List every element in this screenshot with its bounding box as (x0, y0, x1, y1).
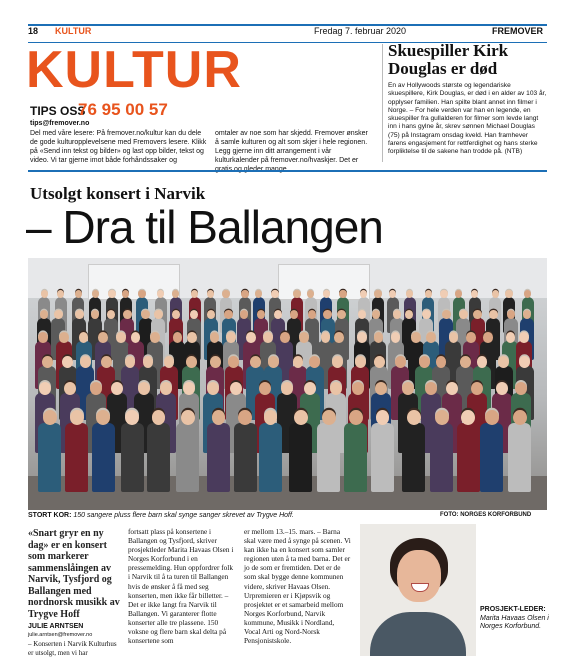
intro-text-col2: omtaler av noe som har skjedd. Fremover ønsker å samle kulturen og alt som skjer i hele regionen. Legg gjerne inn ditt arrangement i vår kulturkalender på fremover.no/hvaskjer. Det er (215, 130, 368, 164)
choir-member-head (460, 356, 471, 368)
page-number: 18 (28, 26, 39, 36)
choir-member-head (210, 332, 220, 343)
choir-member-head (492, 290, 499, 298)
choir-member-head (332, 356, 343, 368)
choir-member-head (92, 290, 99, 298)
article-column-2: er mellom 13.–15. mars. – Barna skal være med å synge på scenen. Vi kan ikke ha en konsert som samler regionen uten å ta med barna. Det er jo de som er fremtiden. Det er de som skal bygge denne kommunen videre, skriver Havaas Olsen. Urpremieren er i Kjøpsvik og prosjektet er et samarbeid mellom Norges Korforbund, Narvik kommune, Musikk i Nordland, Vocal Arti og Nord-Norsk Pensjonistskole. (244, 527, 351, 646)
portrait-face (397, 550, 441, 602)
choir-member-head (75, 310, 83, 319)
newspaper-name: FREMOVER (492, 26, 544, 36)
choir-member-head (374, 356, 385, 368)
choir-member-head (222, 290, 229, 298)
tips-email: tips@fremover.no (30, 120, 90, 127)
choir-member-head (513, 410, 527, 425)
choir-member-head (471, 382, 483, 395)
choir-member-head (38, 332, 48, 343)
choir-member-head (181, 410, 195, 425)
choir-member-head (357, 332, 367, 343)
choir-member-head (230, 382, 242, 395)
choir-member-body (92, 423, 115, 492)
choir-member-head (323, 290, 330, 298)
choir-member-head (141, 310, 149, 319)
choir-member-head (173, 332, 183, 343)
choir-member-head (259, 382, 271, 395)
choir-member-head (42, 356, 53, 368)
choir-member-head (506, 332, 516, 343)
choir-member-body (207, 423, 230, 492)
choir-member-head (54, 310, 62, 319)
choir-member-head (419, 356, 430, 368)
choir-member-head (426, 332, 436, 343)
choir-member-head (440, 290, 447, 298)
choir-member-head (505, 290, 512, 298)
choir-member-head (402, 382, 414, 395)
choir-member-head (131, 332, 141, 343)
choir-member-body (176, 423, 199, 492)
choir-member-head (150, 332, 160, 343)
choir-member-head (360, 290, 367, 298)
choir-member-head (263, 332, 273, 343)
choir-member-head (271, 290, 278, 298)
choir-member-head (442, 310, 450, 319)
choir-member-body (344, 423, 367, 492)
photo-window (88, 264, 180, 300)
choir-member-head (435, 410, 449, 425)
choir-member-head (108, 290, 115, 298)
choir-member-body (289, 423, 312, 492)
choir-member-body (508, 423, 531, 492)
choir-member-body (430, 423, 453, 492)
choir-member-head (466, 332, 476, 343)
choir-member-head (407, 410, 421, 425)
intro-text-col1: Del med våre lesere: På fremover.no/kultur kan du dele de gode kulturopplevelsene med Fremovers lesere. Klikk på «Send inn tekst og bilder» og last opp bilder, tekst og video. Vi tar gjerne imot både forhåndssaker og (30, 130, 207, 164)
choir-member-body (457, 423, 480, 492)
choir-member-head (154, 310, 162, 319)
choir-member-head (446, 382, 458, 395)
choir-member-head (59, 332, 69, 343)
choir-member-head (483, 332, 493, 343)
choir-member-head (374, 290, 381, 298)
choir-member-head (160, 382, 172, 395)
choir-member-head (485, 410, 499, 425)
choir-member-head (157, 290, 164, 298)
choir-member-head (138, 290, 145, 298)
side-story-headline: Skuespiller Kirk Douglas er død (388, 41, 509, 78)
choir-member-head (507, 310, 515, 319)
choir-member-body (65, 423, 88, 492)
choir-member-body (371, 423, 394, 492)
choir-member-body (38, 423, 61, 492)
article-kicker: Utsolgt konsert i Narvik (30, 184, 206, 203)
choir-member-head (339, 290, 346, 298)
choir-member-head (187, 332, 197, 343)
choir-member-head (294, 410, 308, 425)
choir-member-head (322, 410, 336, 425)
choir-member-body (121, 423, 144, 492)
choir-member-body (480, 423, 503, 492)
choir-member-head (186, 356, 197, 368)
choir-member-head (425, 290, 432, 298)
photo-credit: FOTO: NORGES KORFORBUND (440, 512, 532, 518)
choir-member-head (395, 356, 406, 368)
choir-member-head (123, 310, 131, 319)
choir-member-head (422, 310, 430, 319)
article-column-1: fortsatt plass på konsertene i Ballangen og Tysfjord, skriver prosjektleder Marita Havaas Olsen i Norges Korforbund i en pressemelding. Hun oppfordrer folk i Narvik til å ta turen til Ballangen hvis de ønsker å få med seg konserten, men ikke får billetter. – Det er ikke langt fra Narvik til Ballangen. Vi garanterer flotte konserter alle tre plassene. 150 voksne og flere barn skal delta på konsertene som (128, 527, 234, 646)
photo-caption (28, 512, 294, 519)
column-divider (382, 44, 383, 162)
section-label: KULTUR (55, 26, 92, 36)
choir-member-body (317, 423, 340, 492)
choir-member-head (425, 382, 437, 395)
portrait-torso (370, 612, 466, 656)
choir-member-head (98, 332, 108, 343)
choir-member-head (489, 310, 497, 319)
choir-member-head (323, 310, 331, 319)
byline: JULIE ARNTSEN (28, 623, 84, 630)
article-lead: – Konserten i Narvik Kulturhus er utsolgt, men vi har (28, 640, 117, 657)
side-story-body: En av Hollywoods største og legendariske skuespillere, Kirk Douglas, er død i en alder av 103 år, opplyser familien. Han spilte blant annet inn filmer i Norge. – For hele verden var han en legende, en skuespiller fra gullalderen for filmer som levde langt inn i hans gylne år, skrev sønnen Michael Douglas (75) på Instagram onsdag kveld. Han framhever farens engasjement for rettferdighet og hans sterke forpliktelse til de sakene han trodde på. (NTB) (388, 82, 547, 156)
choir-member-head (70, 410, 84, 425)
choir-member-head (304, 382, 316, 395)
article-quote: «Snart gryr en ny dag» er en konsert som markerer sammenslåingen av Narvik, Tysfjord og Ballangen med nordnorsk musikk av Trygve Hoff (28, 528, 120, 620)
portrait-caption (480, 606, 550, 632)
choir-member-head (43, 410, 57, 425)
tips-label: TIPS OSS (30, 104, 86, 118)
choir-member-head (241, 290, 248, 298)
choir-member-head (349, 410, 363, 425)
portrait-photo (360, 524, 476, 656)
photo-caption-text: 150 sangere pluss flere barn skal synge sanger skrevet av Trygve Hoff. (73, 512, 294, 519)
choir-member-head (337, 310, 345, 319)
choir-member-body (234, 423, 257, 492)
choir-member-head (228, 356, 239, 368)
photo-caption-label: STORT KOR: (28, 512, 72, 519)
choir-member-head (80, 356, 91, 368)
section-rule (28, 170, 547, 172)
choir-member-head (299, 332, 309, 343)
choir-member-head (374, 332, 384, 343)
choir-member-head (477, 356, 488, 368)
choir-member-head (293, 290, 300, 298)
choir-member-body (147, 423, 170, 492)
choir-member-head (334, 332, 344, 343)
choir-member-head (125, 356, 136, 368)
portrait-caption-label: PROSJEKT-LEDER: (480, 606, 546, 613)
choir-member-head (79, 332, 89, 343)
section-title: KULTUR (26, 41, 242, 99)
choir-member-body (402, 423, 425, 492)
choir-member-head (355, 356, 366, 368)
article-headline: – Dra til Ballangen (26, 201, 383, 253)
choir-member-head (459, 310, 467, 319)
choir-member-head (226, 332, 236, 343)
choir-member-head (246, 332, 256, 343)
choir-photo (28, 258, 547, 510)
choir-member-head (268, 356, 279, 368)
portrait-caption-text: Marita Havaas Olsen i Norges Korforbund. (480, 614, 549, 630)
choir-member-head (519, 332, 529, 343)
choir-member-head (411, 332, 421, 343)
choir-member-head (39, 382, 51, 395)
choir-member-head (210, 356, 221, 368)
choir-member-head (375, 382, 387, 395)
choir-member-head (321, 332, 331, 343)
choir-member-head (101, 356, 112, 368)
choir-member-head (224, 310, 232, 319)
choir-member-body (259, 423, 282, 492)
choir-member-head (75, 290, 82, 298)
choir-member-head (280, 332, 290, 343)
tips-phone-number: 76 95 00 57 (78, 100, 168, 119)
choir-member-head (116, 332, 126, 343)
choir-member-head (449, 332, 459, 343)
choir-member-head (41, 290, 48, 298)
choir-member-head (473, 310, 481, 319)
choir-member-head (250, 356, 261, 368)
choir-member-head (207, 290, 214, 298)
issue-date: Fredag 7. februar 2020 (314, 26, 407, 36)
choir-member-head (391, 332, 401, 343)
byline-email: julie.arntsen@fremover.no (28, 632, 93, 638)
